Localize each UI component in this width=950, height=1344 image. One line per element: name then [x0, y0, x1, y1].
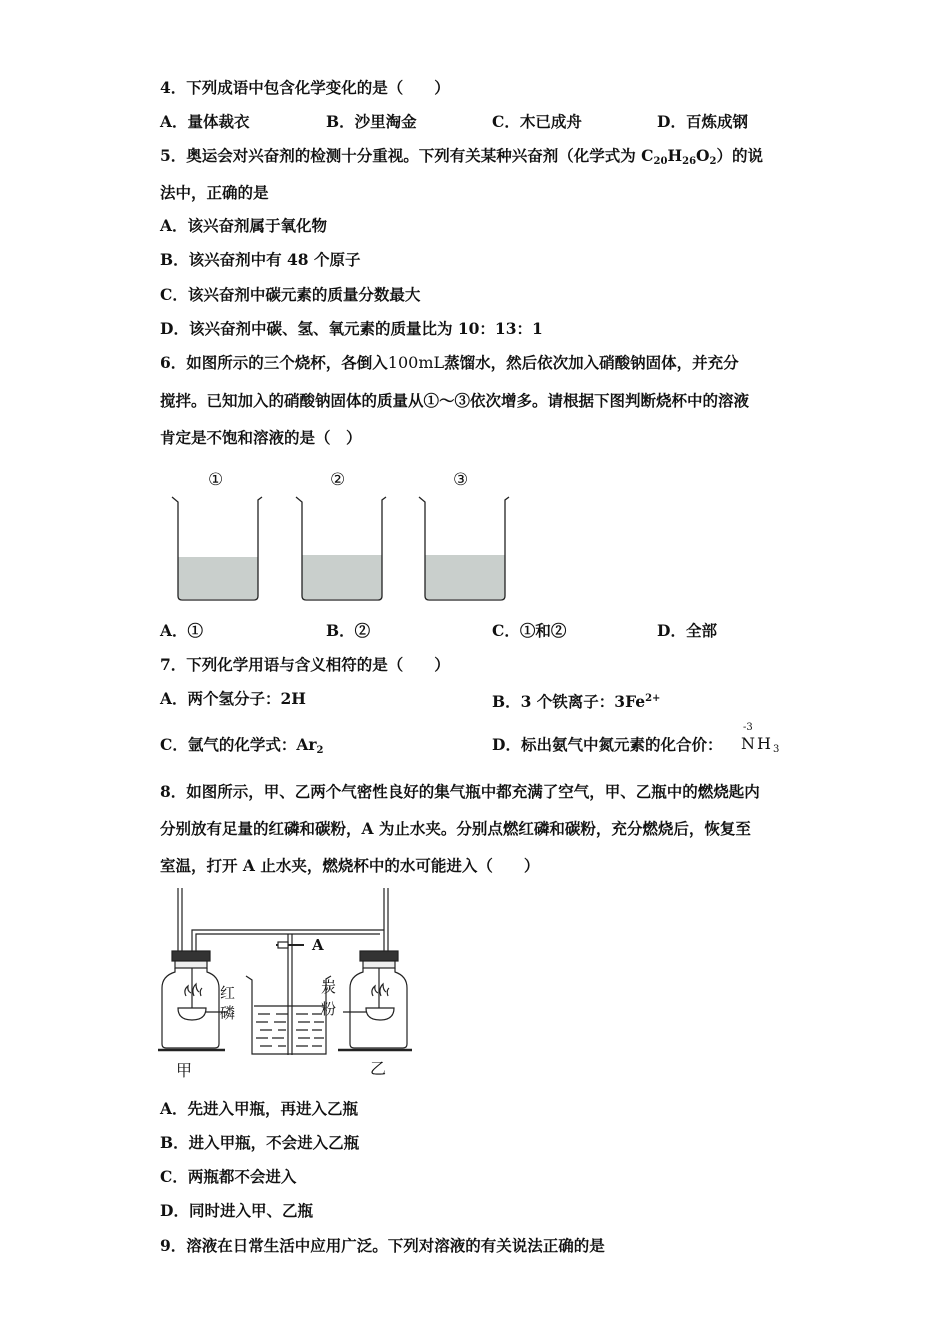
q6-stem-line2: 搅拌。已知加入的硝酸钠固体的质量从①～③依次增多。请根据下图判断烧杯中的溶液 — [160, 391, 750, 410]
q8-option-b: B．进入甲瓶，不会进入乙瓶 — [160, 1133, 360, 1152]
q4-option-d: D．百炼成钢 — [657, 112, 748, 131]
q6-option-d: D．全部 — [657, 621, 717, 640]
q8-option-a: A．先进入甲瓶，再进入乙瓶 — [160, 1099, 359, 1118]
q5-option-c: C．该兴奋剂中碳元素的质量分数最大 — [160, 285, 421, 304]
q6-stem-line3: 肯定是不饱和溶液的是（ ） — [160, 428, 362, 447]
q6-option-c: C．①和② — [492, 621, 567, 640]
beaker-label-3: ③ — [453, 470, 469, 490]
bottle-left — [162, 888, 228, 1048]
q5-option-b: B．该兴奋剂中有 48 个原子 — [160, 250, 361, 269]
q7-option-b-charge: 2+ — [645, 693, 661, 704]
q4-option-a: A．量体裁衣 — [160, 112, 250, 131]
q5-h: H — [667, 146, 683, 165]
q8-option-c: C．两瓶都不会进入 — [160, 1167, 297, 1186]
q7-option-a: A．两个氢分子：2H — [160, 689, 306, 708]
q5-option-d: D．该兴奋剂中碳、氢、氧元素的质量比为 10：13：1 — [160, 319, 543, 338]
label-carbon-powder-2: 粉 — [321, 1000, 337, 1018]
q4-option-c: C．木已成舟 — [492, 112, 582, 131]
q5-stem-pre: 5．奥运会对兴奋剂的检测十分重视。下列有关某种兴奋剂（化学式为 C — [160, 146, 654, 165]
clamp-a — [276, 942, 304, 948]
q8-stem-line3: 室温，打开 A 止水夹，燃烧杯中的水可能进入（ ） — [160, 856, 540, 875]
q4-option-b: B．沙里淘金 — [326, 112, 417, 131]
q5-sub-20: 20 — [653, 156, 668, 167]
q7-option-b-text: B．3 个铁离子：3Fe — [492, 692, 646, 711]
q5-sub-2: 2 — [709, 156, 717, 167]
bottle-label-yi: 乙 — [370, 1059, 387, 1078]
q6-option-b: B．② — [326, 621, 371, 640]
beaker-label-1: ① — [208, 470, 224, 490]
label-red-phosphorus-2: 磷 — [220, 1004, 236, 1022]
clamp-label: A — [312, 936, 324, 954]
q9-stem: 9．溶液在日常生活中应用广泛。下列对溶液的有关说法正确的是 — [160, 1236, 605, 1255]
q8-stem-line2: 分别放有足量的红磷和碳粉，A 为止水夹。分别点燃红磷和碳粉，充分燃烧后，恢复至 — [160, 819, 751, 838]
beaker-label-2: ② — [330, 470, 346, 490]
label-red-phosphorus-1: 红 — [220, 984, 236, 1002]
q6-stem1-pre: 6．如图所示的三个烧杯，各倒入 — [160, 353, 388, 372]
q6-option-a: A．① — [160, 621, 204, 640]
bottle-label-jia: 甲 — [176, 1061, 193, 1080]
q8-option-d: D．同时进入甲、乙瓶 — [160, 1201, 313, 1220]
q4-stem: 4．下列成语中包含化学变化的是（ ） — [160, 78, 450, 97]
q7-n: N — [741, 734, 757, 753]
q7-h-sub: 3 — [772, 744, 782, 755]
q5-stem-line2: 法中，正确的是 — [160, 183, 269, 202]
q7-option-c-sub: 2 — [316, 745, 324, 756]
q5-sub-26: 26 — [682, 156, 697, 167]
label-carbon-powder-1: 炭 — [321, 978, 337, 996]
q6-stem1-post: 蒸馏水，然后依次加入硝酸钠固体，并充分 — [444, 353, 739, 372]
q6-volume: 100mL — [387, 353, 445, 372]
q7-h: H — [757, 734, 773, 753]
q7-option-c-text: C．氩气的化学式：Ar — [160, 735, 317, 754]
q7-valence-mark: -3 — [743, 722, 753, 733]
q5-stem-post: ）的说 — [716, 146, 764, 165]
q8-stem-line1: 8．如图所示，甲、乙两个气密性良好的集气瓶中都充满了空气，甲、乙瓶中的燃烧匙内 — [160, 782, 760, 801]
q5-option-a: A．该兴奋剂属于氧化物 — [160, 216, 328, 235]
q7-option-d-text: D．标出氨气中氮元素的化合价： — [492, 735, 723, 754]
q7-stem: 7．下列化学用语与含义相符的是（ ） — [160, 655, 450, 674]
bottle-right — [343, 888, 407, 1048]
q5-o: O — [696, 146, 710, 165]
